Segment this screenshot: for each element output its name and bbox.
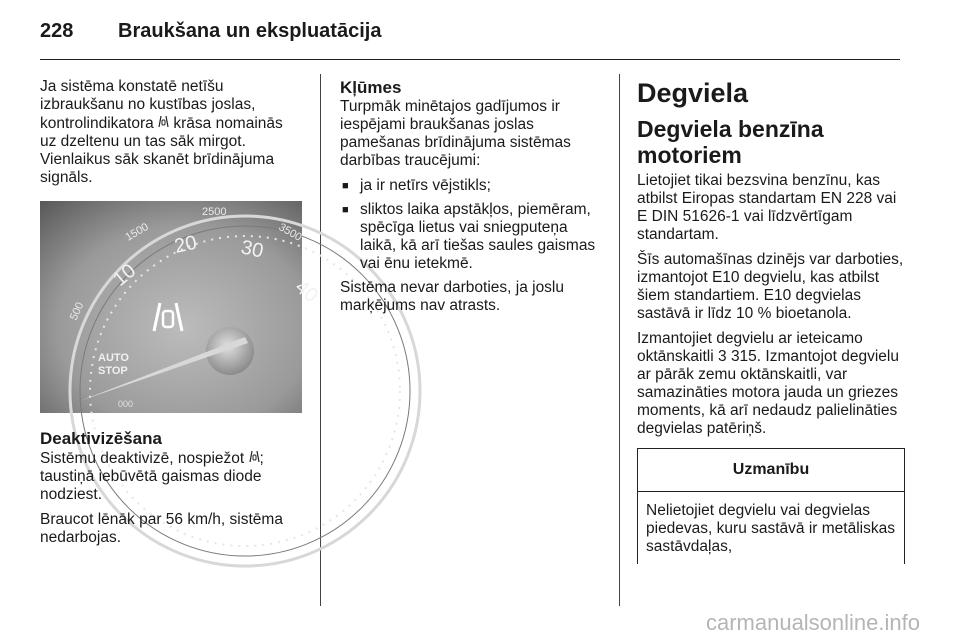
list-item: ■ ja ir netīrs vējstikls; xyxy=(340,177,608,195)
speed-tick-label: 30 xyxy=(238,236,266,263)
section-heading: Deaktivizēšana xyxy=(40,429,162,448)
auto-stop-label: STOP xyxy=(98,365,128,377)
chapter-title: Braukšana un ekspluatācija xyxy=(118,20,382,42)
section-title: Degviela xyxy=(637,78,749,108)
paragraph: Turpmāk minētajos gadījumos ir iespējami braukšanas joslas pamešanas brīdinājuma sistēmas darbības traucējumi: xyxy=(340,98,571,169)
caution-text: Nelietojiet degvielu vai degvielas piedevas, kuru sastāvā ir metāliskas sastāvdaļas, xyxy=(646,502,895,555)
list-item: ■ sliktos laika apstākļos, piemēram, spēcīga lietus vai sniegputeņa laikā, kā arī tiešas saules gaismas vai ēnu ietekmē. xyxy=(340,201,608,273)
column-divider-1 xyxy=(320,74,321,606)
speed-tick-label: 40 xyxy=(290,275,322,308)
instrument-cluster-image xyxy=(40,201,322,413)
speed-tick-label: 20 xyxy=(172,231,199,258)
auto-stop-label: AUTO xyxy=(98,352,129,364)
page-header xyxy=(40,20,381,50)
paragraph: Šīs automašīnas dzinējs var darboties, izmantojot E10 degvielu, kas atbilst šiem standartiem. E10 degvielas sastāvā ir līdz 10 % bioetanola. xyxy=(637,251,904,322)
rpm-tick-label: 500 xyxy=(67,300,87,323)
lane-assist-icon xyxy=(249,449,260,467)
paragraph: Braucot lēnāk par 56 km/h, sistēma nedarbojas. xyxy=(40,511,283,546)
gauge-bottom-label: 000 xyxy=(118,399,134,409)
paragraph: Sistēma nevar darboties, ja joslu marķējums nav atrasts. xyxy=(340,279,565,314)
paragraph: Sistēmu deaktivizē, nospiežot ; taustiņā iebūvētā gaismas diode nodziest. xyxy=(40,450,264,503)
rpm-tick-label: 2500 xyxy=(202,206,227,218)
page-reference-arrow-icon[interactable]: 3 xyxy=(718,348,727,365)
subsection-title: Degviela benzīna motoriem xyxy=(637,116,824,168)
page-number: 228 xyxy=(40,20,74,42)
speed-tick-label: 10 xyxy=(109,259,141,291)
paragraph: Lietojiet tikai bezsvina benzīnu, kas atbilst Eiropas standartam EN 228 vai E DIN 51626-1 vai līdzvērtīgam standartam. xyxy=(637,172,897,243)
caution-box xyxy=(637,448,905,564)
paragraph: Izmantojiet degvielu ar ieteicamo oktānskaitli 3 315. Izmantojot degvielu ar pārāk zemu oktānskaitli, var samazināties motora jauda un griezes moments, kā arī nedaudz palielināties degvielas patēriņš. xyxy=(637,330,899,437)
paragraph: Ja sistēma konstatē netīšu izbraukšanu no kustības joslas, kontrolindikatora krāsa nomainās uz dzeltenu un tas sāk mirgot. Vienlaikus sāk skanēt brīdinājuma signāls. xyxy=(40,78,283,186)
caution-title: Uzmanību xyxy=(638,449,904,492)
column-divider-2 xyxy=(619,74,620,606)
watermark: carmanualsonline.info xyxy=(705,610,920,635)
column-3 xyxy=(637,78,905,564)
rpm-tick-label: 1500 xyxy=(123,220,151,244)
header-rule xyxy=(40,59,900,60)
section-heading: Kļūmes xyxy=(340,78,402,97)
column-1 xyxy=(40,78,322,554)
rpm-tick-label: 3500 xyxy=(276,221,304,244)
column-2 xyxy=(340,78,608,322)
bullet-list xyxy=(340,177,608,273)
lane-assist-icon xyxy=(158,114,169,132)
